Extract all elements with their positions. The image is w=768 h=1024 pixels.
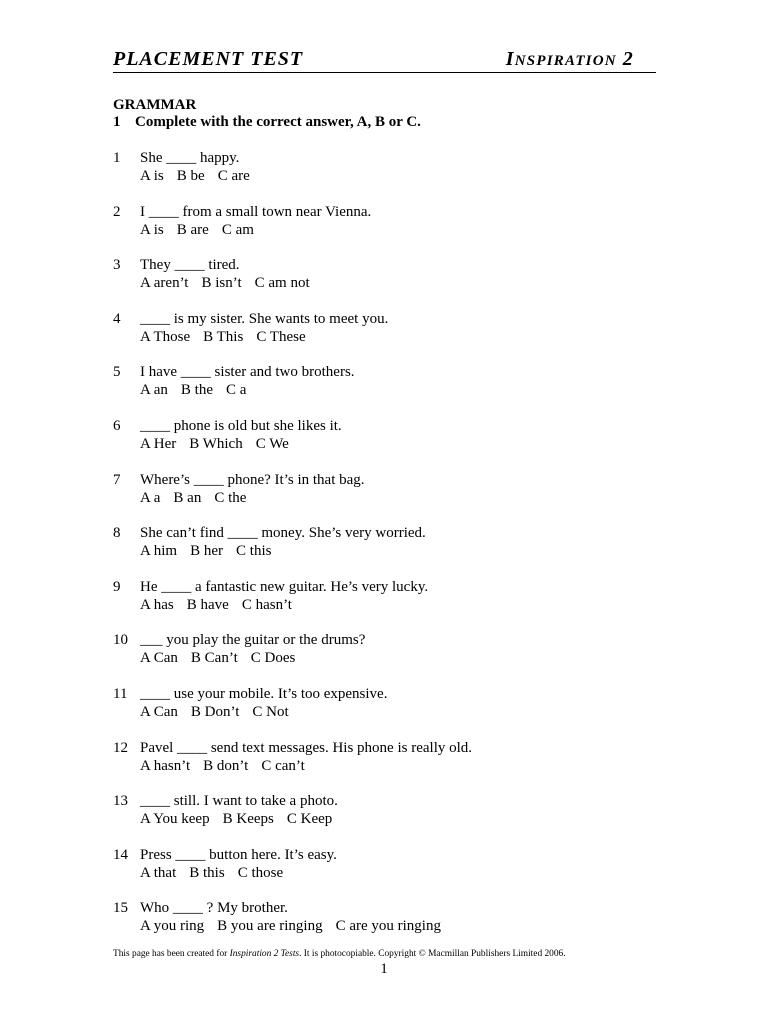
question-text: Where’s ____ phone? It’s in that bag. bbox=[140, 471, 365, 488]
question-item bbox=[113, 578, 656, 632]
header-book-title bbox=[506, 48, 656, 71]
instruction-text: Complete with the correct answer, A, B or C. bbox=[135, 114, 421, 130]
answer-option: A You keep bbox=[140, 811, 210, 828]
question-text: She ____ happy. bbox=[140, 150, 240, 166]
answer-option: B this bbox=[189, 864, 225, 881]
answer-option: C are you ringing bbox=[335, 918, 441, 935]
answer-options bbox=[140, 757, 656, 775]
answer-option: B the bbox=[180, 382, 214, 399]
question-number: 3 bbox=[113, 257, 121, 274]
answer-option: C this bbox=[236, 543, 272, 560]
answer-options bbox=[140, 596, 656, 614]
question-number: 4 bbox=[113, 310, 121, 327]
answer-option: A a bbox=[140, 489, 161, 506]
answer-options bbox=[140, 381, 656, 399]
section-title: GRAMMAR bbox=[113, 97, 197, 113]
question-number: 10 bbox=[113, 632, 128, 649]
answer-options bbox=[140, 328, 656, 346]
question-body bbox=[140, 792, 656, 846]
answer-option: A Can bbox=[140, 650, 178, 667]
question-item bbox=[113, 846, 656, 900]
instruction-number: 1 bbox=[113, 114, 121, 130]
question-item bbox=[113, 256, 656, 310]
question-text: I have ____ sister and two brothers. bbox=[140, 364, 355, 381]
answer-option: A you ring bbox=[140, 918, 205, 935]
answer-option: C hasn’t bbox=[241, 596, 292, 613]
question-item bbox=[113, 631, 656, 685]
question-body bbox=[140, 310, 656, 364]
answer-options bbox=[140, 167, 656, 185]
question-body bbox=[140, 631, 656, 685]
answer-options bbox=[140, 489, 656, 507]
answer-option: B Keeps bbox=[222, 811, 274, 828]
question-number: 5 bbox=[113, 364, 121, 381]
question-number: 2 bbox=[113, 203, 121, 220]
question-body bbox=[140, 256, 656, 310]
question-text: Who ____ ? My brother. bbox=[140, 900, 288, 917]
answer-option: B Which bbox=[189, 435, 243, 452]
header-book-rest: NSPIRATION bbox=[514, 53, 617, 69]
question-number: 6 bbox=[113, 417, 121, 434]
answer-options bbox=[140, 703, 656, 721]
answer-option: B Don’t bbox=[190, 703, 240, 720]
question-item bbox=[113, 899, 656, 953]
question-body bbox=[140, 524, 656, 578]
question-number: 13 bbox=[113, 793, 128, 810]
answer-option: C am bbox=[221, 221, 254, 238]
answer-option: C We bbox=[255, 435, 289, 452]
question-number: 15 bbox=[113, 900, 128, 917]
question-number: 7 bbox=[113, 471, 121, 488]
answer-options bbox=[140, 274, 656, 292]
answer-option: B This bbox=[203, 328, 244, 345]
question-text: ____ phone is old but she likes it. bbox=[140, 417, 342, 434]
answer-options bbox=[140, 649, 656, 667]
question-number: 12 bbox=[113, 739, 128, 756]
header-title: PLACEMENT TEST bbox=[113, 48, 304, 70]
answer-option: C Not bbox=[252, 703, 289, 720]
question-body bbox=[140, 149, 656, 203]
answer-option: B her bbox=[190, 543, 224, 560]
answer-option: A Can bbox=[140, 703, 178, 720]
answer-option: B Can’t bbox=[190, 650, 238, 667]
question-body bbox=[140, 417, 656, 471]
answer-option: C can’t bbox=[261, 757, 305, 774]
answer-option: B be bbox=[176, 168, 205, 184]
footer-text-before: This page has been created for bbox=[113, 949, 230, 959]
footer-copyright bbox=[113, 948, 656, 960]
question-item bbox=[113, 149, 656, 203]
answer-option: A has bbox=[140, 596, 174, 613]
instruction bbox=[113, 114, 656, 131]
question-item bbox=[113, 363, 656, 417]
header-book-number: 2 bbox=[622, 48, 634, 70]
answer-option: B have bbox=[186, 596, 229, 613]
question-item bbox=[113, 417, 656, 471]
answer-option: B you are ringing bbox=[217, 918, 323, 935]
answer-options bbox=[140, 435, 656, 453]
answer-option: C Keep bbox=[286, 811, 333, 828]
header-book-initial: I bbox=[505, 48, 515, 70]
question-text: ____ is my sister. She wants to meet you. bbox=[140, 310, 389, 327]
answer-options bbox=[140, 542, 656, 560]
answer-option: C Does bbox=[250, 650, 296, 667]
page-number: 1 bbox=[380, 961, 388, 977]
answer-option: B isn’t bbox=[201, 275, 242, 292]
question-body bbox=[140, 899, 656, 953]
question-text: ____ use your mobile. It’s too expensive. bbox=[140, 685, 388, 702]
answer-option: A aren’t bbox=[140, 275, 189, 292]
question-text: Pavel ____ send text messages. His phone is really old. bbox=[140, 739, 473, 756]
answer-option: A him bbox=[140, 543, 178, 560]
question-number: 11 bbox=[113, 685, 128, 702]
page bbox=[113, 46, 656, 953]
answer-option: A that bbox=[140, 864, 177, 881]
question-text: They ____ tired. bbox=[140, 257, 240, 274]
question-body bbox=[140, 846, 656, 900]
question-item bbox=[113, 792, 656, 846]
question-item bbox=[113, 471, 656, 525]
question-text: ___ you play the guitar or the drums? bbox=[140, 632, 366, 649]
answer-option: C These bbox=[256, 328, 306, 345]
answer-options bbox=[140, 864, 656, 882]
question-item bbox=[113, 524, 656, 578]
answer-option: C those bbox=[237, 864, 284, 881]
answer-option: C a bbox=[226, 382, 247, 399]
footer-book-title: Inspiration 2 Tests bbox=[229, 949, 300, 959]
question-body bbox=[140, 203, 656, 257]
answer-options bbox=[140, 221, 656, 239]
answer-option: C are bbox=[217, 168, 250, 184]
question-item bbox=[113, 203, 656, 257]
question-body bbox=[140, 578, 656, 632]
question-item bbox=[113, 310, 656, 364]
footer-text-after: . It is photocopiable. Copyright © Macmillan Publishers Limited 2006. bbox=[299, 949, 566, 959]
question-body bbox=[140, 685, 656, 739]
question-text: Press ____ button here. It’s easy. bbox=[140, 846, 337, 863]
question-item bbox=[113, 739, 656, 793]
question-number: 14 bbox=[113, 846, 128, 863]
answer-option: C am not bbox=[254, 275, 310, 292]
answer-option: B don’t bbox=[203, 757, 249, 774]
answer-option: A is bbox=[140, 168, 164, 184]
answer-option: B an bbox=[173, 489, 202, 506]
question-text: She can’t find ____ money. She’s very worried. bbox=[140, 525, 426, 542]
question-list bbox=[113, 149, 656, 953]
answer-option: A Those bbox=[140, 328, 191, 345]
answer-options bbox=[140, 917, 656, 935]
question-number: 8 bbox=[113, 525, 121, 542]
question-text: He ____ a fantastic new guitar. He’s very lucky. bbox=[140, 578, 429, 595]
answer-option: C the bbox=[214, 489, 247, 506]
question-body bbox=[140, 739, 656, 793]
question-text: I ____ from a small town near Vienna. bbox=[140, 203, 372, 220]
answer-option: A is bbox=[140, 221, 164, 238]
question-body bbox=[140, 471, 656, 525]
page-header bbox=[113, 46, 656, 73]
answer-options bbox=[140, 810, 656, 828]
question-text: ____ still. I want to take a photo. bbox=[140, 793, 338, 810]
question-number: 9 bbox=[113, 578, 121, 595]
answer-option: A an bbox=[140, 382, 168, 399]
question-item bbox=[113, 685, 656, 739]
answer-option: B are bbox=[176, 221, 209, 238]
question-number: 1 bbox=[113, 150, 121, 166]
question-body bbox=[140, 363, 656, 417]
answer-option: A Her bbox=[140, 435, 177, 452]
answer-option: A hasn’t bbox=[140, 757, 191, 774]
